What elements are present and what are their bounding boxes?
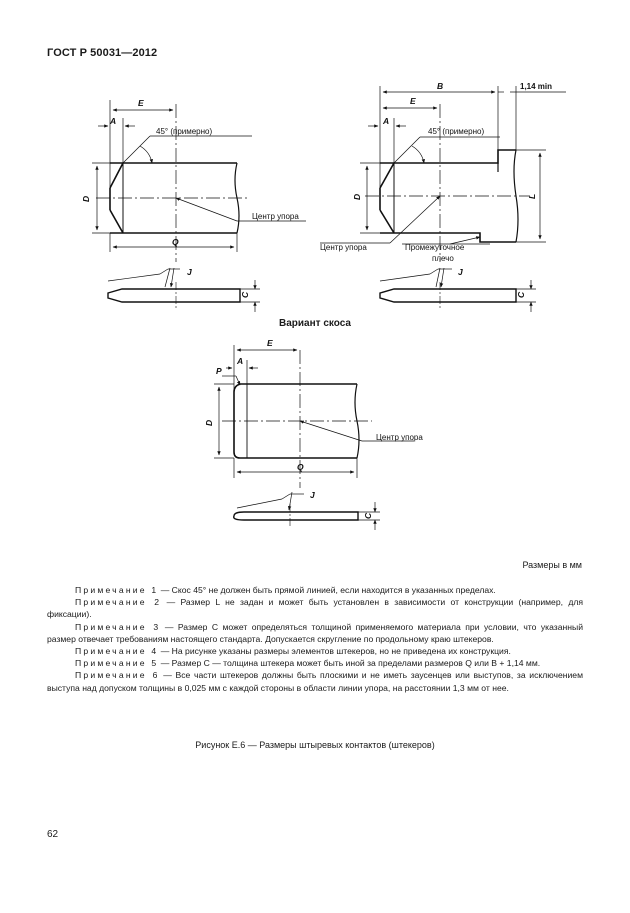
dim-label-d-3: D — [204, 419, 214, 426]
dim-label-e-1: E — [138, 98, 144, 108]
dim-label-j-1: J — [187, 267, 192, 277]
angle-label-2: 45° (примерно) — [428, 127, 485, 136]
dim-label-j-3: J — [310, 490, 315, 500]
notes-block — [47, 584, 583, 694]
page-number: 62 — [47, 829, 59, 840]
note-3: Примечание 3 — Размер C может определяться толщиной применяемого материала при условии, что указанный размер отвечает требованиям настоящего стандарта. Допускается скругление по продольному краю штекеров. — [47, 621, 583, 644]
dim-label-a-1: A — [110, 116, 117, 126]
variant-title: Вариант скоса — [279, 318, 351, 329]
note-6: Примечание 6 — Все части штекеров должны быть плоскими и не иметь заусенцев или выступов, за исключением выступа над допуском толщины в 0,025 мм с каждой стороны в области линии упора, на расстоянии 1,3 мм от нее. — [47, 670, 583, 693]
dim-label-c-3: C — [363, 512, 373, 519]
dim-label-114-min: 1,14 min — [520, 82, 553, 91]
note-4: Примечание 4 — На рисунке указаны размеры элементов штекеров, но не приведена их конструкция. — [75, 646, 511, 657]
dim-label-c-2: C — [516, 291, 526, 298]
dim-label-l: L — [527, 193, 537, 199]
dim-label-e-2: E — [410, 96, 416, 106]
center-stop-label-1: Центр упора — [252, 212, 299, 221]
note-5: Примечание 5 — Размер C — толщина штекера может быть иной за пределами размеров Q или B + 1,14 мм. — [75, 658, 541, 669]
dim-label-d-2: D — [352, 193, 362, 200]
units-note: Размеры в мм — [522, 560, 582, 570]
shoulder-label-line2: плечо — [432, 254, 454, 263]
dim-label-c-1: C — [240, 291, 250, 298]
dim-label-p: P — [216, 366, 222, 376]
angle-label-1: 45° (примерно) — [156, 127, 213, 136]
center-stop-label-2: Центр упора — [320, 243, 367, 252]
figure-caption: Рисунок Е.6 — Размеры штыревых контактов (штекеров) — [195, 740, 435, 750]
dim-label-a-3: A — [237, 356, 244, 366]
document-header: ГОСТ Р 50031—2012 — [47, 47, 158, 59]
dim-label-j-2: J — [458, 267, 463, 277]
dim-label-q-1: Q — [172, 237, 179, 247]
dim-label-b: B — [437, 81, 444, 91]
dim-label-e-3: E — [267, 338, 273, 348]
center-stop-label-3: Центр упора — [376, 433, 423, 442]
shoulder-label-line1: Промежуточное — [405, 243, 465, 252]
dim-label-a-2: A — [383, 116, 390, 126]
note-2: Примечание 2 — Размер L не задан и может быть установлен в зависимости от конструкции (например, для фиксации). — [47, 597, 584, 620]
dim-label-q-3: Q — [297, 462, 304, 472]
dim-label-d-1: D — [81, 195, 91, 202]
note-1: Примечание 1 — Скос 45° не должен быть прямой линией, если находится в указанных пределах. — [75, 585, 496, 595]
